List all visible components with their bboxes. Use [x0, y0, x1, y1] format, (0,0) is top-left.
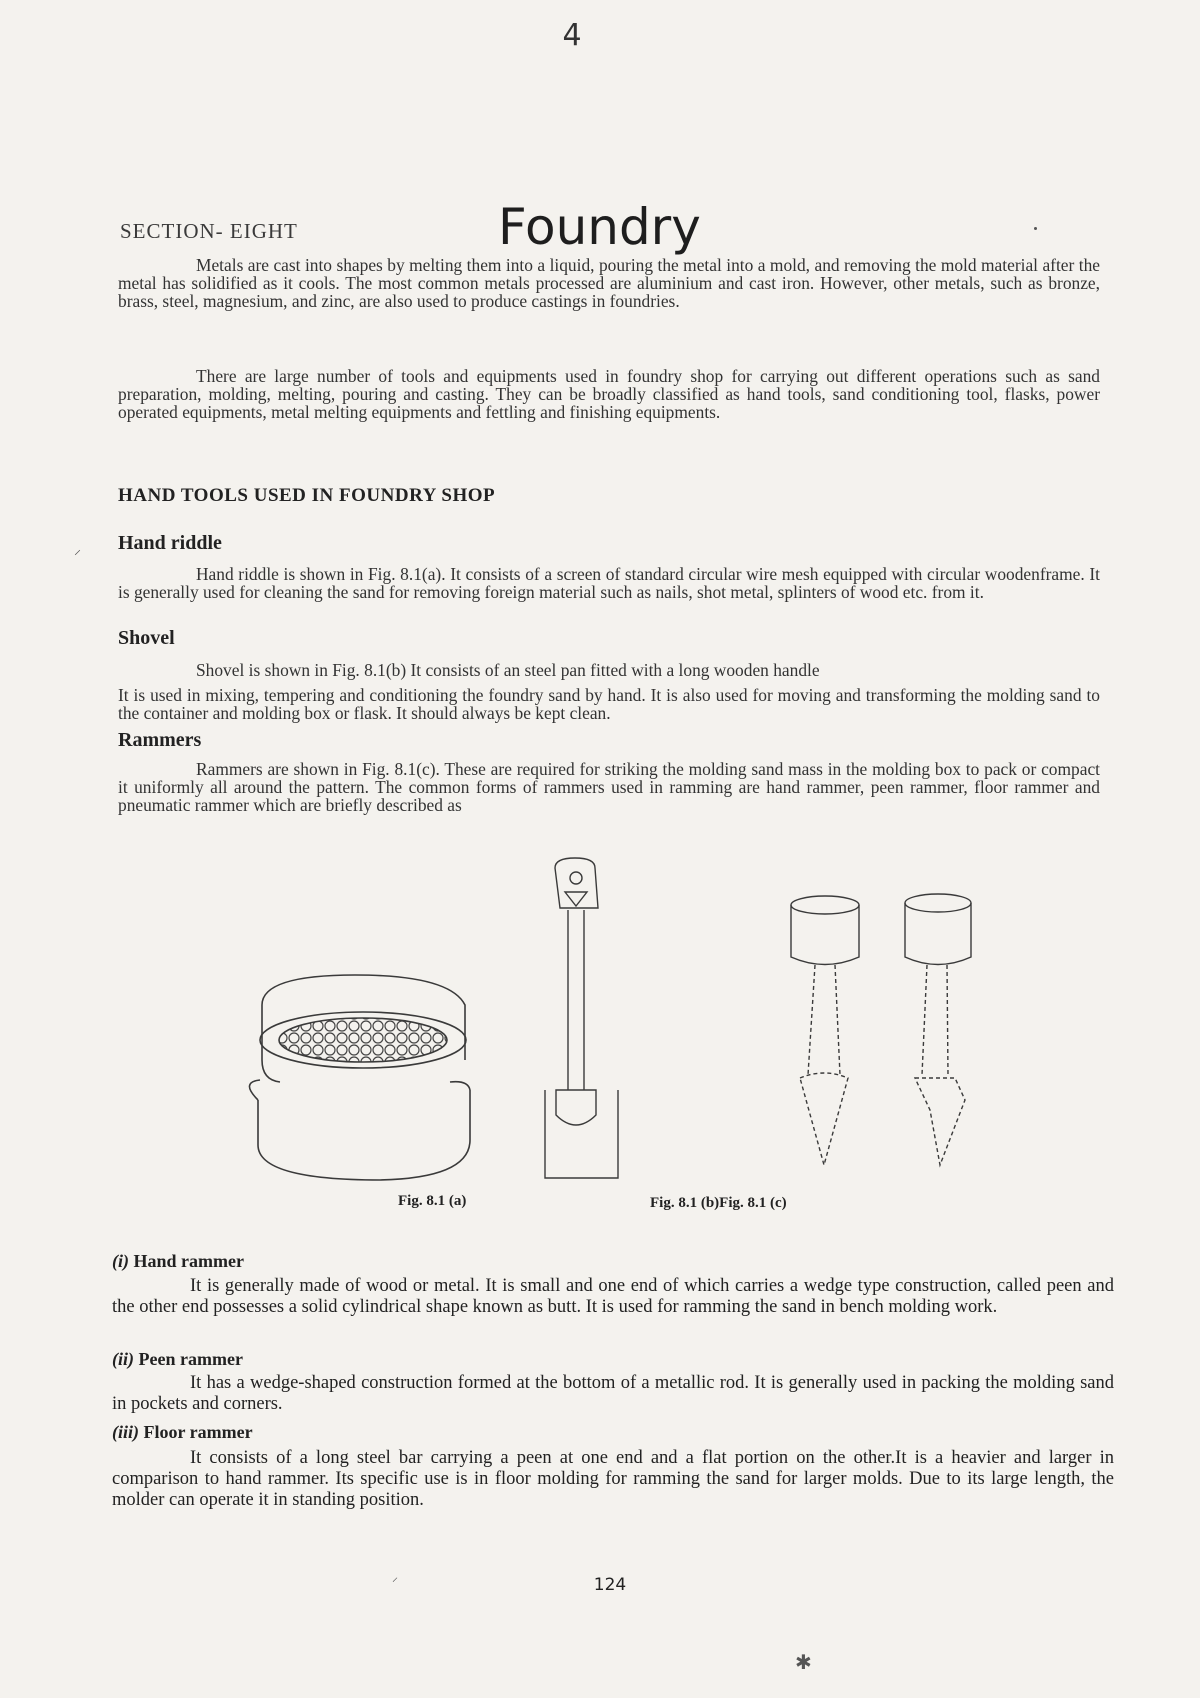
hand-rammer-title: Hand rammer [133, 1251, 244, 1271]
peen-rammer-num: (ii) [112, 1349, 134, 1369]
hand-rammer-num: (i) [112, 1251, 129, 1271]
pen-tick-mark: ⸝ [74, 542, 81, 558]
page-number: 124 [593, 1575, 627, 1595]
peen-rammer-text: It has a wedge-shaped construction formed at the bottom of a metallic rod. It is generally used in packing the molding sand in pockets and corners. [112, 1373, 1114, 1414]
floor-rammer-text: It consists of a long steel bar carrying a peen at one end and a flat portion on the other.It is a heavier and larger in comparison to hand rammer. Its specific use is in floor molding for ramming the sand for larger molds. Due to its large length, the molder can operate it in standing position. [112, 1448, 1114, 1510]
page-title: Foundry [498, 198, 701, 256]
hand-riddle-text: Hand riddle is shown in Fig. 8.1(a). It consists of a screen of standard circular wire mesh equipped with circular woodenframe. It is generally used for cleaning the sand for removing foreign material such as nails, shot metal, splinters of wood etc. from it. [118, 564, 1100, 602]
intro-paragraph-1: Metals are cast into shapes by melting them into a liquid, pouring the metal into a mold, and removing the mold material after the metal has solidified as it cools. The most common metals processed are aluminium and cast iron. However, other metals, such as bronze, brass, steel, magnesium, and zinc, are also used to produce castings in foundries. [118, 255, 1100, 311]
rammers-heading: Rammers [118, 729, 202, 751]
figure-caption-bc: Fig. 8.1 (b)Fig. 8.1 (c) [650, 1195, 787, 1211]
ink-smudge: ✱ [795, 1650, 812, 1674]
floor-rammer-num: (iii) [112, 1422, 139, 1442]
shovel-text-continued: It is used in mixing, tempering and conditioning the foundry sand by hand. It is also used for moving and transforming the molding sand to the container and molding box or flask. It should always be kept clean. [118, 685, 1100, 723]
stray-mark: ⸝ [392, 1570, 399, 1584]
intro-paragraph-2: There are large number of tools and equipments used in foundry shop for carrying out different operations such as sand preparation, molding, melting, pouring and casting. They can be broadly classified as hand tools, sand conditioning tool, flasks, power operated equipments, metal melting equipments and fettling and finishing equipments. [118, 366, 1100, 422]
hand-rammer-heading [112, 1251, 244, 1272]
peen-rammer-title: Peen rammer [138, 1349, 243, 1369]
hand-rammer-figure [791, 896, 859, 1165]
hand-tools-heading: HAND TOOLS USED IN FOUNDRY SHOP [118, 485, 496, 506]
hand-riddle-heading: Hand riddle [118, 532, 222, 554]
shovel-text: Shovel is shown in Fig. 8.1(b) It consists of an steel pan fitted with a long wooden handle [196, 660, 820, 680]
peen-rammer-figure [905, 894, 971, 1165]
handwritten-page-marker: 4 [562, 18, 582, 53]
shovel-figure [545, 858, 618, 1178]
peen-rammer-heading [112, 1349, 243, 1370]
hand-riddle-figure [249, 975, 470, 1180]
hand-rammer-text: It is generally made of wood or metal. It is small and one end of which carries a wedge type construction, called peen and the other end possesses a solid cylindrical shape known as butt. It is used for ramming the sand in bench molding work. [112, 1276, 1114, 1317]
figure-caption-a: Fig. 8.1 (a) [398, 1193, 467, 1209]
floor-rammer-title: Floor rammer [143, 1422, 253, 1442]
floor-rammer-heading [112, 1422, 253, 1443]
shovel-heading: Shovel [118, 627, 175, 649]
rammers-text: Rammers are shown in Fig. 8.1(c). These are required for striking the molding sand mass in the molding box to pack or compact it uniformly all around the pattern. The common forms of rammers used in ramming are hand rammer, peen rammer, floor rammer and pneumatic rammer which are briefly described as [118, 759, 1100, 815]
section-label: SECTION- EIGHT [120, 219, 298, 243]
